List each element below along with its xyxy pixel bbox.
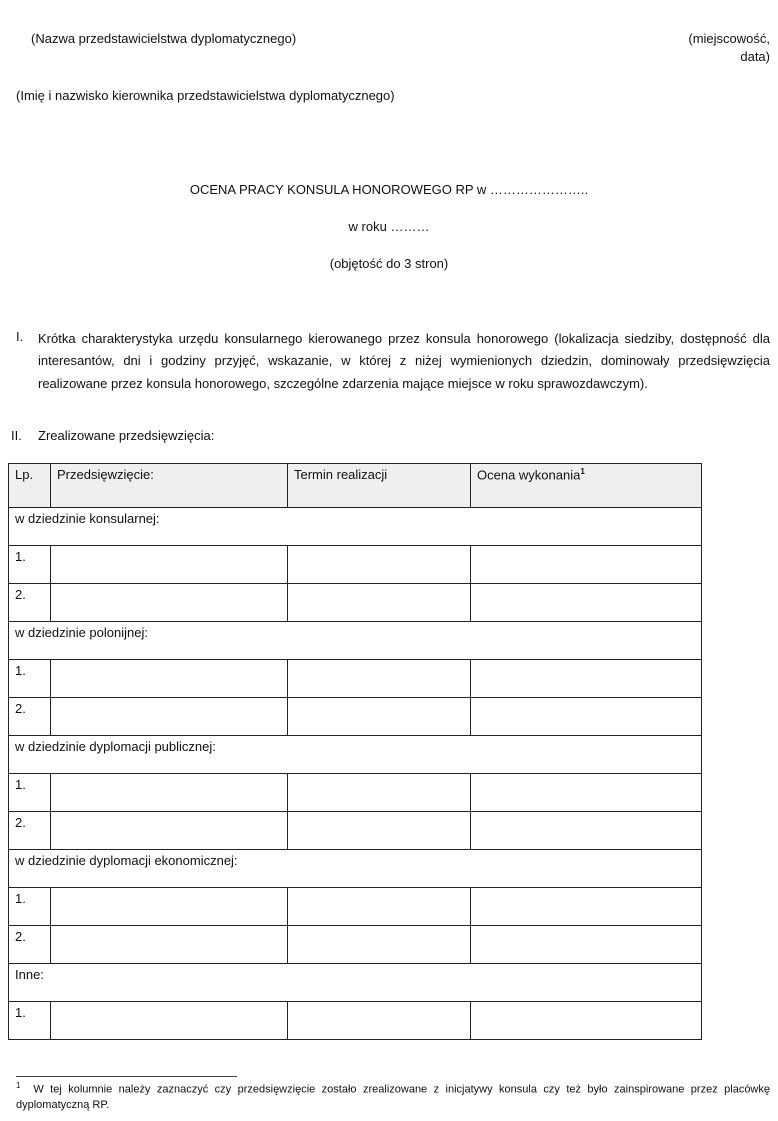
group-label: w dziedzinie konsularnej: <box>9 508 702 546</box>
table-header-row <box>9 464 702 508</box>
table-row <box>9 888 702 926</box>
undertakings-table <box>8 463 702 1040</box>
evaluation-cell[interactable] <box>471 888 702 926</box>
table-group-row <box>9 508 702 546</box>
place-date-label-line2: data) <box>740 48 770 64</box>
evaluation-cell[interactable] <box>471 584 702 622</box>
undertaking-cell[interactable] <box>51 660 288 698</box>
table-row <box>9 584 702 622</box>
table-row <box>9 926 702 964</box>
row-number-cell: 1. <box>9 1002 51 1040</box>
section-numeral: I. <box>16 329 24 344</box>
table-row <box>9 812 702 850</box>
footnote <box>16 1081 770 1112</box>
table-group-row <box>9 736 702 774</box>
table-row <box>9 1002 702 1040</box>
footnote-separator <box>16 1076 237 1077</box>
section-numeral: II. <box>11 428 22 443</box>
table-row <box>9 698 702 736</box>
evaluation-cell[interactable] <box>471 812 702 850</box>
undertaking-cell[interactable] <box>51 774 288 812</box>
undertaking-cell[interactable] <box>51 812 288 850</box>
undertaking-cell[interactable] <box>51 698 288 736</box>
deadline-cell[interactable] <box>288 546 471 584</box>
evaluation-cell[interactable] <box>471 698 702 736</box>
evaluation-cell[interactable] <box>471 546 702 584</box>
footnote-reference: 1 <box>580 467 585 476</box>
table-group-row <box>9 964 702 1002</box>
section-text: Krótka charakterystyka urzędu konsularnego kierowanego przez konsula honorowego (lokalizacja siedziby, dostępność dla interesantów, dni i godziny przyjęć, wskazanie, w której z niżej wymienionych dziedzin, dominowały przedsięwzięcia realizowane przez konsula honorowego, szczególne zdarzenia mające miejsce w roku sprawozdawczym). <box>38 331 770 391</box>
mission-name-label: (Nazwa przedstawicielstwa dyplomatycznego) <box>31 31 297 46</box>
evaluation-cell[interactable] <box>471 926 702 964</box>
year-line: w roku ……… <box>348 219 430 234</box>
deadline-cell[interactable] <box>288 888 471 926</box>
deadline-cell[interactable] <box>288 812 471 850</box>
deadline-cell[interactable] <box>288 698 471 736</box>
deadline-cell[interactable] <box>288 660 471 698</box>
footnote-text: W tej kolumnie należy zaznaczyć czy przedsięwzięcie zostało zrealizowane z inicjatywy konsula czy też było zainspirowane przez placówkę dyplomatyczną RP. <box>16 1083 770 1111</box>
evaluation-cell[interactable] <box>471 1002 702 1040</box>
table-row <box>9 546 702 584</box>
row-number-cell: 1. <box>9 546 51 584</box>
length-note: (objętość do 3 stron) <box>329 256 449 271</box>
table-group-row <box>9 622 702 660</box>
group-label: Inne: <box>9 964 702 1002</box>
head-of-mission-label: (Imię i nazwisko kierownika przedstawicielstwa dyplomatycznego) <box>16 88 395 103</box>
undertaking-cell[interactable] <box>51 1002 288 1040</box>
column-header-evaluation-label: Ocena wykonania <box>477 467 581 483</box>
column-header-undertaking: Przedsięwzięcie: <box>51 464 288 508</box>
row-number-cell: 2. <box>9 926 51 964</box>
evaluation-cell[interactable] <box>471 660 702 698</box>
deadline-cell[interactable] <box>288 774 471 812</box>
table-row <box>9 660 702 698</box>
deadline-cell[interactable] <box>288 1002 471 1040</box>
column-header-deadline: Termin realizacji <box>288 464 471 508</box>
row-number-cell: 1. <box>9 660 51 698</box>
deadline-cell[interactable] <box>288 926 471 964</box>
undertaking-cell[interactable] <box>51 584 288 622</box>
group-label: w dziedzinie polonijnej: <box>9 622 702 660</box>
group-label: w dziedzinie dyplomacji ekonomicznej: <box>9 850 702 888</box>
place-date-label <box>688 30 770 65</box>
table-group-row <box>9 850 702 888</box>
undertaking-cell[interactable] <box>51 926 288 964</box>
document-title: OCENA PRACY KONSULA HONOROWEGO RP w ………………….. <box>189 182 589 197</box>
row-number-cell: 2. <box>9 698 51 736</box>
footnote-mark: 1 <box>16 1081 21 1090</box>
group-label: w dziedzinie dyplomacji publicznej: <box>9 736 702 774</box>
row-number-cell: 1. <box>9 888 51 926</box>
place-date-label-line1: (miejscowość, <box>688 31 770 46</box>
table-row <box>9 774 702 812</box>
column-header-lp: Lp. <box>9 464 51 508</box>
column-header-evaluation <box>471 464 702 508</box>
section-text: Zrealizowane przedsięwzięcia: <box>38 428 215 443</box>
undertaking-cell[interactable] <box>51 546 288 584</box>
row-number-cell: 2. <box>9 812 51 850</box>
deadline-cell[interactable] <box>288 584 471 622</box>
row-number-cell: 1. <box>9 774 51 812</box>
undertaking-cell[interactable] <box>51 888 288 926</box>
row-number-cell: 2. <box>9 584 51 622</box>
evaluation-cell[interactable] <box>471 774 702 812</box>
